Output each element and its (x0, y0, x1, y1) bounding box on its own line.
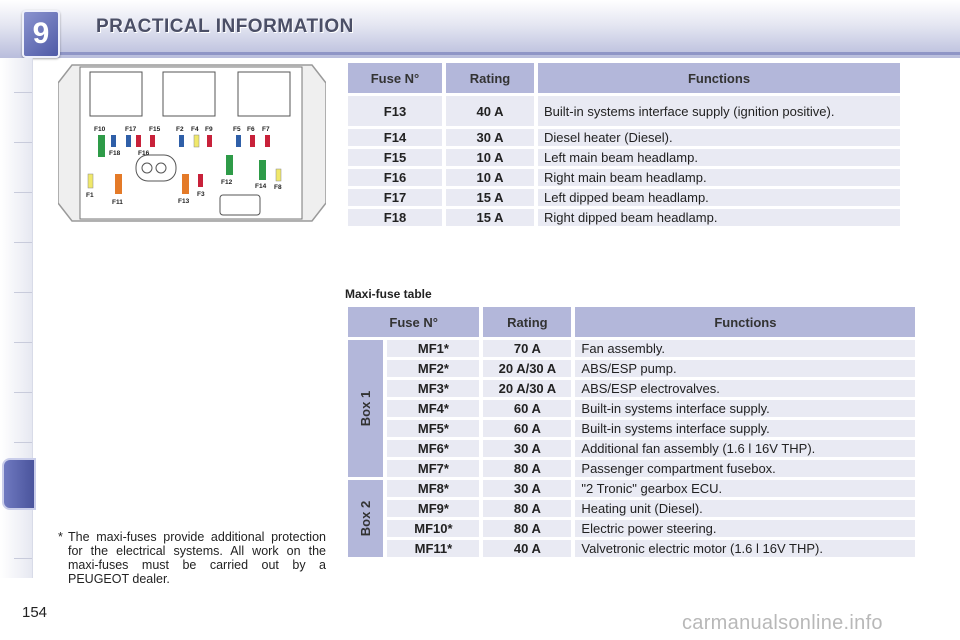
fuse-f5 (236, 135, 241, 147)
fuse-number: MF1* (387, 340, 479, 357)
fuse-f18 (111, 135, 116, 147)
fuse-label-top: F2 (176, 126, 184, 133)
fuse-label-top: F7 (262, 126, 270, 133)
column-header: Rating (483, 307, 571, 337)
column-header: Functions (575, 307, 915, 337)
fuse-f8 (276, 169, 281, 181)
fuse-f1 (88, 174, 93, 188)
fuse-label-bottom: F11 (112, 199, 123, 206)
relay-slot (238, 72, 290, 116)
fuse-function: Right dipped beam headlamp. (538, 209, 900, 226)
table-row (348, 480, 915, 497)
fuse-rating: 10 A (446, 149, 534, 166)
fuse-function: Right main beam headlamp. (538, 169, 900, 186)
chapter-badge: 9 (22, 10, 60, 58)
fuse-number: MF9* (387, 500, 479, 517)
fuse-rating: 10 A (446, 169, 534, 186)
fuse-label-bottom: F3 (197, 191, 205, 198)
tab-divider (14, 558, 32, 559)
fuse-label-bottom: F14 (255, 183, 267, 190)
table-row (348, 460, 915, 477)
fuse-rating: 40 A (446, 96, 534, 126)
column-header: Fuse N° (348, 63, 442, 93)
fuse-number: MF8* (387, 480, 479, 497)
watermark: carmanualsonline.info (682, 612, 883, 634)
table-header-row (348, 63, 900, 93)
footnote-marker: * (58, 530, 63, 544)
fuse-f13 (182, 174, 189, 194)
fuse-f6 (250, 135, 255, 147)
fuse-rating: 30 A (483, 440, 571, 457)
fuse-rating: 20 A/30 A (483, 360, 571, 377)
fuse-rating: 60 A (483, 400, 571, 417)
header-underline (60, 52, 960, 55)
fuse-rating: 20 A/30 A (483, 380, 571, 397)
fuse-label-top: F15 (149, 126, 161, 133)
relay-slot (163, 72, 215, 116)
fuse-f17 (126, 135, 131, 147)
fuse-f11 (115, 174, 122, 194)
tab-divider (14, 292, 32, 293)
fuse-f9 (207, 135, 212, 147)
fuse-function: Electric power steering. (575, 520, 915, 537)
fuse-function: Diesel heater (Diesel). (538, 129, 900, 146)
table-row (348, 189, 900, 206)
fuse-rating: 15 A (446, 189, 534, 206)
tab-divider (14, 392, 32, 393)
fuse-function: Fan assembly. (575, 340, 915, 357)
table-row (348, 420, 915, 437)
fuse-rating: 30 A (483, 480, 571, 497)
tab-divider (14, 442, 32, 443)
fuse-number: F16 (348, 169, 442, 186)
tab-divider (14, 192, 32, 193)
fuse-function: Additional fan assembly (1.6 l 16V THP). (575, 440, 915, 457)
fuse-label-top: F17 (125, 126, 137, 133)
fuse-function: "2 Tronic" gearbox ECU. (575, 480, 915, 497)
fuse-number: F15 (348, 149, 442, 166)
fuse-label-bottom: F13 (178, 198, 190, 205)
footnote (58, 530, 326, 586)
fuse-label-mid: F16 (138, 150, 150, 157)
fuse-rating: 70 A (483, 340, 571, 357)
table-row (348, 540, 915, 557)
fuse-function: Built-in systems interface supply (ignition positive). (538, 96, 900, 126)
fuse-label-bottom: F1 (86, 192, 94, 199)
fuse-label-top: F5 (233, 126, 241, 133)
fuse-number: MF7* (387, 460, 479, 477)
fuse-rating: 80 A (483, 460, 571, 477)
table-row (348, 400, 915, 417)
box-group-label (348, 480, 383, 557)
box-2-label: Box 2 (358, 500, 374, 537)
socket-hole (142, 163, 152, 173)
column-header: Fuse N° (348, 307, 479, 337)
fuse-function: Heating unit (Diesel). (575, 500, 915, 517)
fuse-function: Passenger compartment fusebox. (575, 460, 915, 477)
tab-divider (14, 242, 32, 243)
fuse-number: MF10* (387, 520, 479, 537)
fuse-function: Left main beam headlamp. (538, 149, 900, 166)
fuse-label-top: F9 (205, 126, 213, 133)
table-header-row (348, 307, 915, 337)
tab-divider (14, 92, 32, 93)
fuse-f2 (179, 135, 184, 147)
fuse-label-top: F6 (247, 126, 255, 133)
fuse-rating: 15 A (446, 209, 534, 226)
table-row (348, 440, 915, 457)
tab-divider (14, 142, 32, 143)
fuse-number: F18 (348, 209, 442, 226)
table-row (348, 380, 915, 397)
maxi-fuse-table-title: Maxi-fuse table (345, 287, 432, 301)
table-row (348, 149, 900, 166)
table-row (348, 500, 915, 517)
relay-slot (90, 72, 142, 116)
fuse-f7 (265, 135, 270, 147)
page-number: 154 (22, 604, 48, 621)
fuse-function: Left dipped beam headlamp. (538, 189, 900, 206)
fuse-rating: 30 A (446, 129, 534, 146)
box-1-label: Box 1 (358, 390, 374, 427)
fuse-number: MF6* (387, 440, 479, 457)
fuse-number: MF11* (387, 540, 479, 557)
table-row (348, 129, 900, 146)
fuse-rating: 80 A (483, 500, 571, 517)
box-group-label (348, 340, 383, 477)
table-row (348, 96, 900, 126)
table-row (348, 340, 915, 357)
fuse-number: F13 (348, 96, 442, 126)
fuse-rating: 80 A (483, 520, 571, 537)
table-row (348, 209, 900, 226)
socket-hole (156, 163, 166, 173)
maxi-fuse-table (344, 304, 919, 560)
fuse-label-bottom: F8 (274, 184, 282, 191)
fuse-rating: 60 A (483, 420, 571, 437)
footnote-text: The maxi-fuses provide additional protection for the electrical systems. All work on the maxi-fuses must be carried out by a PEUGEOT dealer. (68, 530, 326, 586)
fuse-f15 (150, 135, 155, 147)
fuse-f12 (226, 155, 233, 175)
connector-slot (220, 195, 260, 215)
fuse-f14 (259, 160, 266, 180)
table-row (348, 169, 900, 186)
chapter-tab-active[interactable] (2, 458, 36, 510)
fuse-label-top: F10 (94, 126, 106, 133)
column-header: Rating (446, 63, 534, 93)
fuse-function: Built-in systems interface supply. (575, 420, 915, 437)
fuse-number: MF4* (387, 400, 479, 417)
fuse-function: Built-in systems interface supply. (575, 400, 915, 417)
fuse-f16 (136, 135, 141, 147)
tab-divider (14, 342, 32, 343)
fuse-label-bottom: F12 (221, 179, 233, 186)
fuse-f10 (98, 135, 105, 157)
table-row (348, 520, 915, 537)
fuse-function: ABS/ESP electrovalves. (575, 380, 915, 397)
fuse-number: MF5* (387, 420, 479, 437)
table-row (348, 360, 915, 377)
fuse-function: Valvetronic electric motor (1.6 l 16V THP). (575, 540, 915, 557)
fuse-table (344, 60, 904, 229)
fuse-number: F17 (348, 189, 442, 206)
fusebox-diagram (58, 63, 326, 223)
fuse-f4 (194, 135, 199, 147)
fuse-label-top: F4 (191, 126, 199, 133)
fuse-number: MF2* (387, 360, 479, 377)
fuse-number: F14 (348, 129, 442, 146)
page-title: PRACTICAL INFORMATION (96, 16, 354, 37)
fuse-number: MF3* (387, 380, 479, 397)
fuse-function: ABS/ESP pump. (575, 360, 915, 377)
column-header: Functions (538, 63, 900, 93)
fuse-label-mid: F18 (109, 150, 121, 157)
fuse-f3 (198, 174, 203, 187)
fuse-rating: 40 A (483, 540, 571, 557)
